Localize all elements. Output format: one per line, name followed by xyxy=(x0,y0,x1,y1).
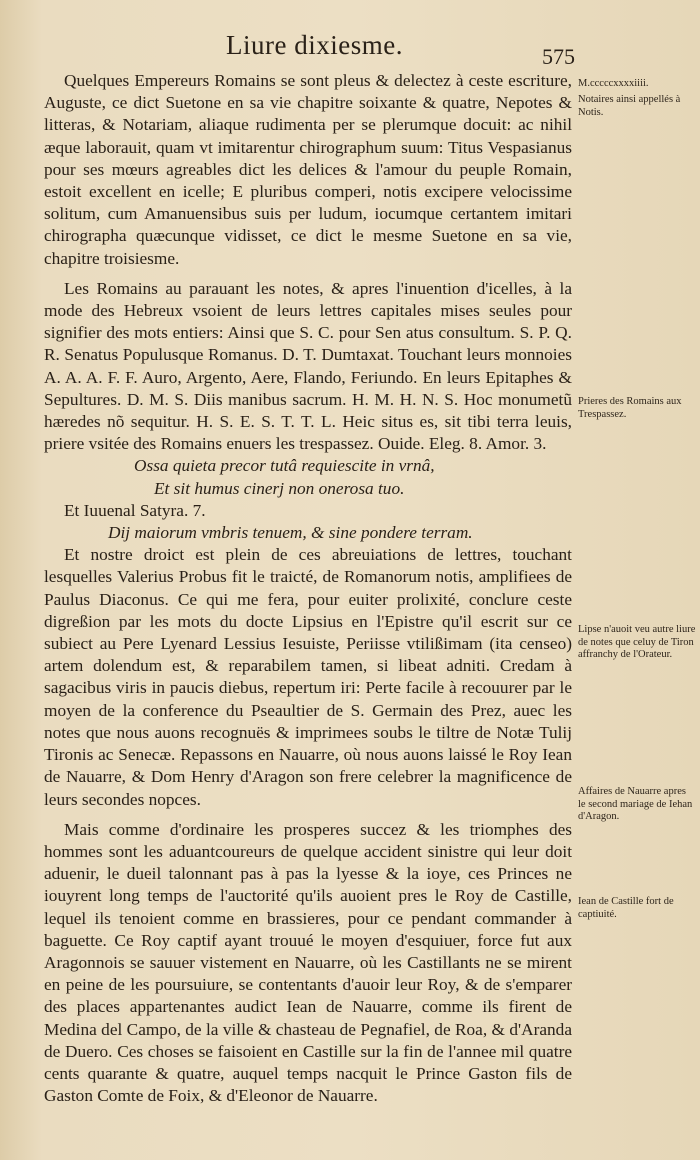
marginal-note-lipse: Lipse n'auoit veu autre liure de notes que celuy de Tiron affranchy de l'Orateur. xyxy=(578,624,696,661)
marginal-note-notaires: Notaires ainsi appellés à Notis. xyxy=(578,94,681,118)
citation-line: Et Iuuenal Satyra. 7. xyxy=(64,500,206,520)
paragraph-2: Les Romains au parauant les notes, & apres l'inuention d'icelles, à la mode des Hebreux vsoient de leurs lettres capitales mises seules pour signifier des mots entiers: Ainsi que S. C. pour Sen atus consultum. S. P. Q. R. Senatus Populusque Romanus. D. T. Dumtaxat. Touchant leurs monnoies A. A. A. F. F. Auro, Argento, Aere, Flando, Feriundo. En leurs Epitaphes & Sepultures. D. M. S. Diis manibus sacrum. H. M. H. N. S. Hoc monumetũ hæredes nõ sequitur. H. S. E. S. T. T. L. Heic situs es, sit tibi terra leuis, priere vsitée des Romains enuers les trespassez. Ouide. Eleg. 8. Amor. 3. xyxy=(44,278,572,454)
paragraph-1: Quelques Empereurs Romains se sont pleus & delectez à ceste escriture, Auguste, ce dict Suetone en sa vie chapitre soixante & quatre, Nepotes & litteras, & Notariam, aliaque rudimenta per se plerumque docuit: ac nihil æque laborauit, quam vt imitarentur chirographum suum: Titus Vespasianus pour ses mœurs agreables dict les delices & l'amour du peuple Romain, estoit excellent en icelle; E pluribus comperi, notis excipere velocissime solitum, cum Amanuensibus suis per ludum, iocumque certantem imitari chirographa quæcunque vidisset, ce dict le mesme Suetone en sa vie, chapitre troisiesme. xyxy=(44,71,572,268)
verse-line-3: Dij maiorum vmbris tenuem, & sine pondere terram. xyxy=(108,523,473,543)
verse-line-1: Ossa quieta precor tutâ requiescite in vrnâ, xyxy=(134,456,435,476)
page-number: 575 xyxy=(542,44,575,69)
marginal-note-prieres: Prieres des Romains aux Trespassez. xyxy=(578,396,682,420)
marginal-note-date: M.cccccxxxxiiii. xyxy=(578,78,649,89)
running-head: Liure dixiesme. xyxy=(226,30,403,60)
marginal-note-nauarre: Affaires de Nauarre apres le second mariage de Iehan d'Aragon. xyxy=(578,786,693,823)
main-text-column xyxy=(44,70,572,1107)
verse-line-2: Et sit humus cinerj non onerosa tuo. xyxy=(154,478,405,498)
marginal-note-castille: Iean de Castille fort de captiuité. xyxy=(578,896,674,920)
paragraph-3: Et nostre droict est plein de ces abreuiations de lettres, touchant lesquelles Valerius Probus fit le traicté, de Romanorum notis, amplifiees de Paulus Diaconus. Ce qui me fera, pour euiter prolixité, conclure ceste digreßion par les mots du docte Lipsius en l'Epistre qu'il escrit sur ce subiect au Pere Lyenard Lessius Iesuiste, Periisse vtilißimam (ita censeo) artem dolendum est, & reparabilem tamen, si libeat adniti. Credam à sagacibus viris in paucis diebus, repertum iri: Perte facile à recouurer par le moyen de la conference du Pseaultier de S. Germain des Prez, auec les notes que nous auons recognuës & imprimees soubs le tiltre de Notæ Tulij Tironis ac Senecæ. Repassons en Nauarre, où nous auons laissé le Roy Iean de Nauarre, & Dom Henry d'Aragon son frere celebrer la magnificence de leurs secondes nopces. xyxy=(44,545,572,809)
paragraph-4: Mais comme d'ordinaire les prosperes succez & les triomphes des hommes sont les aduantcoureurs de quelque accident sinistre qui leur doit aduenir, le dueil talonnant pas à pas la lyesse & la ioye, ces Princes ne iouyrent long temps de l'auctorité qu'ils auoient pres le Roy de Castille, lequel ils tenoient comme en brassieres, pour ce pendant commander à baguette. Ce Roy captif ayant trouué le moyen d'esquiuer, force fut aux Aragonnois se sauuer vistement en Nauarre, où les Castillants ne se mirent en peine de les poursuiure, se contentants d'auoir leur Roy, & de s'emparer des places appartenantes audict Iean de Nauarre, comme ils firent de Medina del Campo, de la ville & chasteau de Pegnafiel, de Roa, & d'Aranda de Duero. Ces choses se faisoient en Castille sur la fin de l'annee mil quatre cents quarante & quatre, auquel temps nacquit le Prince Gaston fils de Gaston Comte de Foix, & d'Eleonor de Nauarre. xyxy=(44,819,572,1106)
